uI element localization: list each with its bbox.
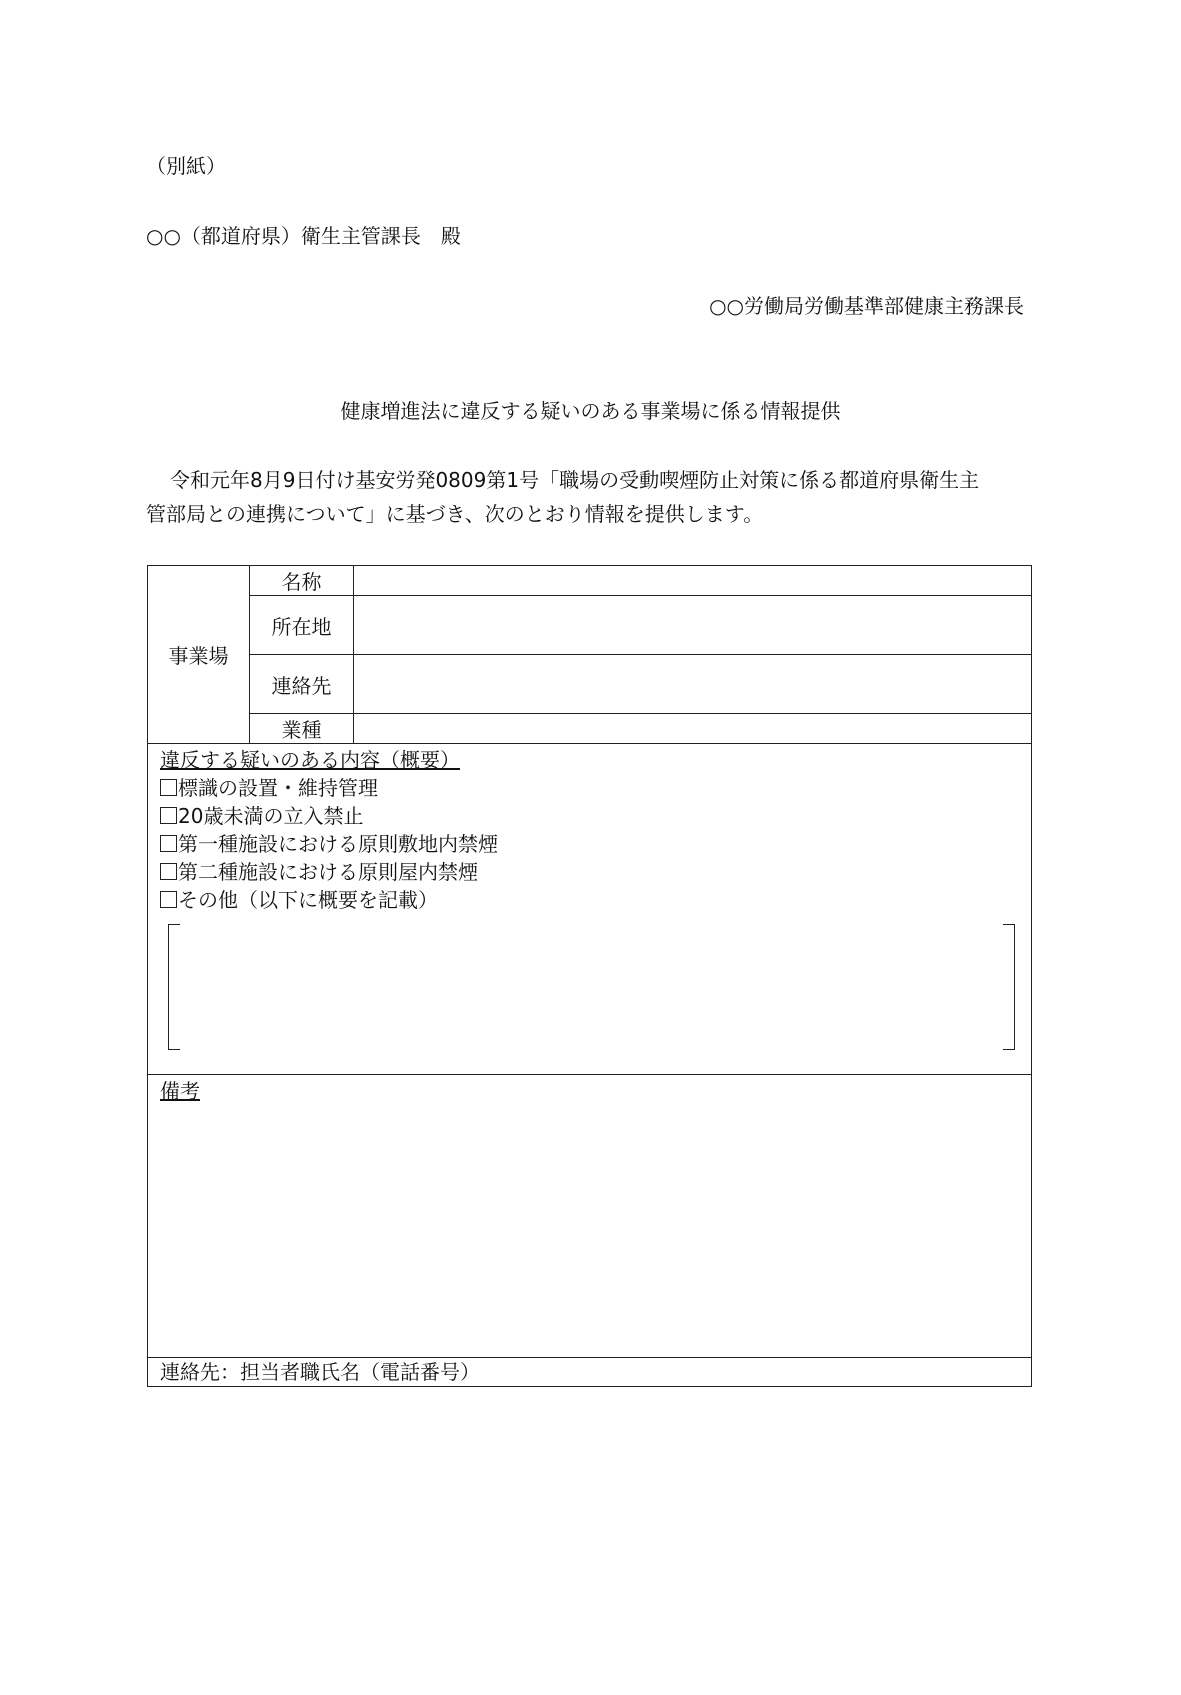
attachment-label: （別紙） [146,154,226,178]
industry-value[interactable] [354,714,1032,744]
remarks-section[interactable] [148,1075,1032,1358]
checklist-item-label: 標識の設置・維持管理 [178,776,378,800]
address-label: 所在地 [250,596,354,655]
name-value[interactable] [354,566,1032,596]
document-title: 健康増進法に違反する疑いのある事業場に係る情報提供 [340,399,841,423]
checklist-item[interactable] [160,886,1031,914]
checkbox-icon[interactable] [160,807,177,824]
addressee: ○○（都道府県）衛生主管課長 殿 [146,224,461,248]
address-value[interactable] [354,596,1032,655]
checkbox-icon[interactable] [160,779,177,796]
checklist-item[interactable] [160,858,1031,886]
other-details-field[interactable] [168,924,1015,1050]
left-bracket-icon [168,924,180,1050]
violation-section [148,744,1032,1075]
checklist-item-label: 第一種施設における原則敷地内禁煙 [178,832,498,856]
name-label: 名称 [250,566,354,596]
checklist-item[interactable] [160,830,1031,858]
industry-label: 業種 [250,714,354,744]
checkbox-icon[interactable] [160,891,177,908]
remarks-heading: 備考 [160,1079,200,1103]
violation-checklist [160,774,1031,914]
sender: ○○労働局労働基準部健康主務課長 [709,294,1024,318]
violation-heading: 違反する疑いのある内容（概要） [160,748,460,772]
footer-contact: 連絡先：担当者職氏名（電話番号） [160,1360,480,1384]
checkbox-icon[interactable] [160,835,177,852]
checkbox-icon[interactable] [160,863,177,880]
checklist-item[interactable] [160,774,1031,802]
checklist-item-label: その他（以下に概要を記載） [178,888,438,912]
footer-contact-row [148,1358,1032,1387]
right-bracket-icon [1003,924,1015,1050]
information-form [147,565,1032,1387]
contact-value[interactable] [354,655,1032,714]
body-text-line-2: 管部局との連携について」に基づき、次のとおり情報を提供します。 [146,502,764,526]
checklist-item[interactable] [160,802,1031,830]
checklist-item-label: 第二種施設における原則屋内禁煙 [178,860,478,884]
contact-label: 連絡先 [250,655,354,714]
body-text-line-1: 令和元年8月9日付け基安労発0809第1号「職場の受動喫煙防止対策に係る都道府県衛生主 [170,468,980,492]
workplace-label: 事業場 [148,566,250,744]
checklist-item-label: 20歳未満の立入禁止 [178,804,364,828]
